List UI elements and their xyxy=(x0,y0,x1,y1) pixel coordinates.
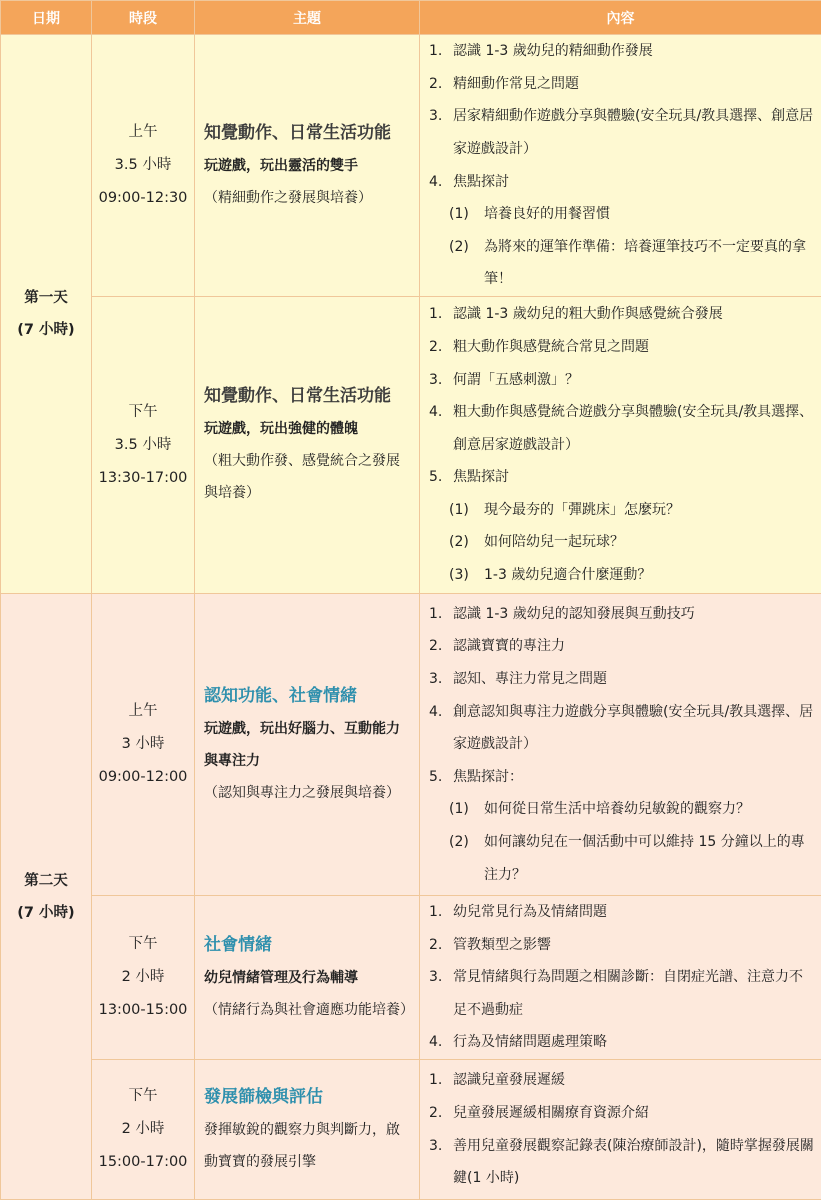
list-item: 2. 精細動作常見之問題 xyxy=(429,75,579,92)
content-cell xyxy=(420,35,821,297)
topic-cell xyxy=(195,594,420,896)
content-cell xyxy=(420,1060,821,1200)
content-cell xyxy=(420,896,821,1060)
topic-title: 發展篩檢與評估 xyxy=(204,1086,323,1107)
content-list xyxy=(429,896,815,1059)
topic-title: 社會情緒 xyxy=(204,934,272,955)
session-duration: 3.5 小時 xyxy=(114,157,172,173)
sub-list-item: (1) 培養良好的用餐習慣 xyxy=(449,206,610,223)
topic-note: （認知與專注力之發展與培養） xyxy=(204,784,400,801)
topic-note: （精細動作之發展與培養） xyxy=(204,189,372,206)
session-duration: 2 小時 xyxy=(121,1121,165,1137)
content-list xyxy=(429,598,815,794)
topic-cell xyxy=(195,896,420,1060)
list-item: 1. 認識兒童發展遲緩 xyxy=(429,1072,565,1089)
day-cell xyxy=(1,35,92,594)
sub-list-item: (1) 如何從日常生活中培養幼兒敏銳的觀察力？ xyxy=(449,801,750,818)
content-list xyxy=(429,1064,815,1194)
list-item: 4. 行為及情緒問題處理策略 xyxy=(429,1034,607,1051)
session-duration: 3 小時 xyxy=(121,736,165,752)
content-list xyxy=(429,298,815,494)
list-item: 5. 焦點探討： xyxy=(429,768,523,785)
header-topic: 主題 xyxy=(195,1,420,35)
session-duration: 2 小時 xyxy=(121,969,165,985)
topic-cell xyxy=(195,297,420,594)
day-cell xyxy=(1,594,92,1200)
topic-subtitle: 發揮敏銳的觀察力與判斷力，啟動寶寶的發展引擎 xyxy=(204,1121,400,1170)
session-time: 15:00-17:00 xyxy=(98,1154,188,1170)
session-cell xyxy=(92,594,195,896)
session-cell xyxy=(92,35,195,297)
topic-cell xyxy=(195,35,420,297)
topic-subtitle: 玩遊戲，玩出好腦力、互動能力與專注力 xyxy=(204,720,400,769)
sub-list-item: (1) 現今最夯的「彈跳床」怎麼玩？ xyxy=(449,501,680,518)
list-item: 3. 常見情緒與行為問題之相關診斷：自閉症光譜、注意力不足不過動症 xyxy=(429,969,803,1018)
day-hours: (7 小時) xyxy=(17,904,75,921)
session-cell xyxy=(92,896,195,1060)
list-item: 2. 兒童發展遲緩相關療育資源介紹 xyxy=(429,1104,649,1121)
sub-list-item: (3) 1-3 歲幼兒適合什麼運動？ xyxy=(449,567,652,584)
table-row xyxy=(1,594,821,896)
topic-cell xyxy=(195,1060,420,1200)
list-item: 1. 認識 1-3 歲幼兒的認知發展與互動技巧 xyxy=(429,605,695,622)
session-period: 上午 xyxy=(128,703,158,719)
header-session: 時段 xyxy=(92,1,195,35)
header-content: 內容 xyxy=(420,1,821,35)
session-period: 下午 xyxy=(128,1088,158,1104)
list-item: 3. 居家精細動作遊戲分享與體驗(安全玩具/教具選擇、創意居家遊戲設計） xyxy=(429,108,814,157)
topic-subtitle: 幼兒情緒管理及行為輔導 xyxy=(204,969,358,986)
table-row xyxy=(1,297,821,594)
table-row xyxy=(1,1060,821,1200)
topic-subtitle: 玩遊戲，玩出靈活的雙手 xyxy=(204,157,358,174)
day-label: 第一天 xyxy=(24,290,68,306)
topic-title: 知覺動作、日常生活功能 xyxy=(204,122,391,143)
list-item: 2. 粗大動作與感覺統合常見之問題 xyxy=(429,338,649,355)
session-cell xyxy=(92,1060,195,1200)
session-cell xyxy=(92,297,195,594)
session-duration: 3.5 小時 xyxy=(114,436,172,453)
topic-note: （粗大動作發、感覺統合之發展與培養） xyxy=(204,453,400,501)
list-item: 3. 何謂「五感刺激」？ xyxy=(429,371,579,388)
header-row xyxy=(1,1,821,35)
sub-list-item: (2) 如何陪幼兒一起玩球？ xyxy=(449,534,624,551)
sub-list xyxy=(429,793,815,891)
list-item: 2. 管教類型之影響 xyxy=(429,936,551,953)
day-hours: (7 小時) xyxy=(17,322,75,338)
table-row xyxy=(1,896,821,1060)
session-period: 下午 xyxy=(128,936,158,952)
list-item: 1. 幼兒常見行為及情緒問題 xyxy=(429,904,607,921)
day-label: 第二天 xyxy=(24,872,68,889)
header-date: 日期 xyxy=(1,1,92,35)
list-item: 1. 認識 1-3 歲幼兒的精細動作發展 xyxy=(429,43,653,60)
list-item: 4. 創意認知與專注力遊戲分享與體驗(安全玩具/教具選擇、居家遊戲設計） xyxy=(429,703,814,753)
topic-title: 知覺動作、日常生活功能 xyxy=(204,386,391,406)
sub-list-item: (2) 為將來的運筆作準備：培養運筆技巧不一定要真的拿筆！ xyxy=(449,238,806,288)
session-time: 09:00-12:30 xyxy=(98,190,188,206)
content-cell xyxy=(420,297,821,594)
list-item: 3. 認知、專注力常見之問題 xyxy=(429,671,607,688)
content-list xyxy=(429,35,815,198)
sub-list-item: (2) 如何讓幼兒在一個活動中可以維持 15 分鐘以上的專注力？ xyxy=(449,833,805,883)
sub-list xyxy=(429,494,815,592)
topic-subtitle: 玩遊戲，玩出強健的體魄 xyxy=(204,421,358,437)
sub-list xyxy=(429,198,815,296)
session-period: 下午 xyxy=(128,403,158,420)
topic-title: 認知功能、社會情緒 xyxy=(204,685,357,706)
session-time: 09:00-12:00 xyxy=(98,769,188,785)
list-item: 3. 善用兒童發展觀察記錄表(陳治療師設計)，隨時掌握發展關鍵(1 小時) xyxy=(429,1137,814,1187)
list-item: 4. 焦點探討 xyxy=(429,173,509,190)
list-item: 4. 粗大動作與感覺統合遊戲分享與體驗(安全玩具/教具選擇、創意居家遊戲設計） xyxy=(429,404,814,453)
session-time: 13:00-15:00 xyxy=(98,1002,188,1018)
list-item: 2. 認識寶寶的專注力 xyxy=(429,638,565,655)
session-time: 13:30-17:00 xyxy=(98,469,188,486)
topic-note: （情緒行為與社會適應功能培養） xyxy=(204,1001,414,1018)
table-row xyxy=(1,35,821,297)
list-item: 5. 焦點探討 xyxy=(429,469,509,486)
content-cell xyxy=(420,594,821,896)
session-period: 上午 xyxy=(128,124,158,140)
list-item: 1. 認識 1-3 歲幼兒的粗大動作與感覺統合發展 xyxy=(429,306,723,323)
